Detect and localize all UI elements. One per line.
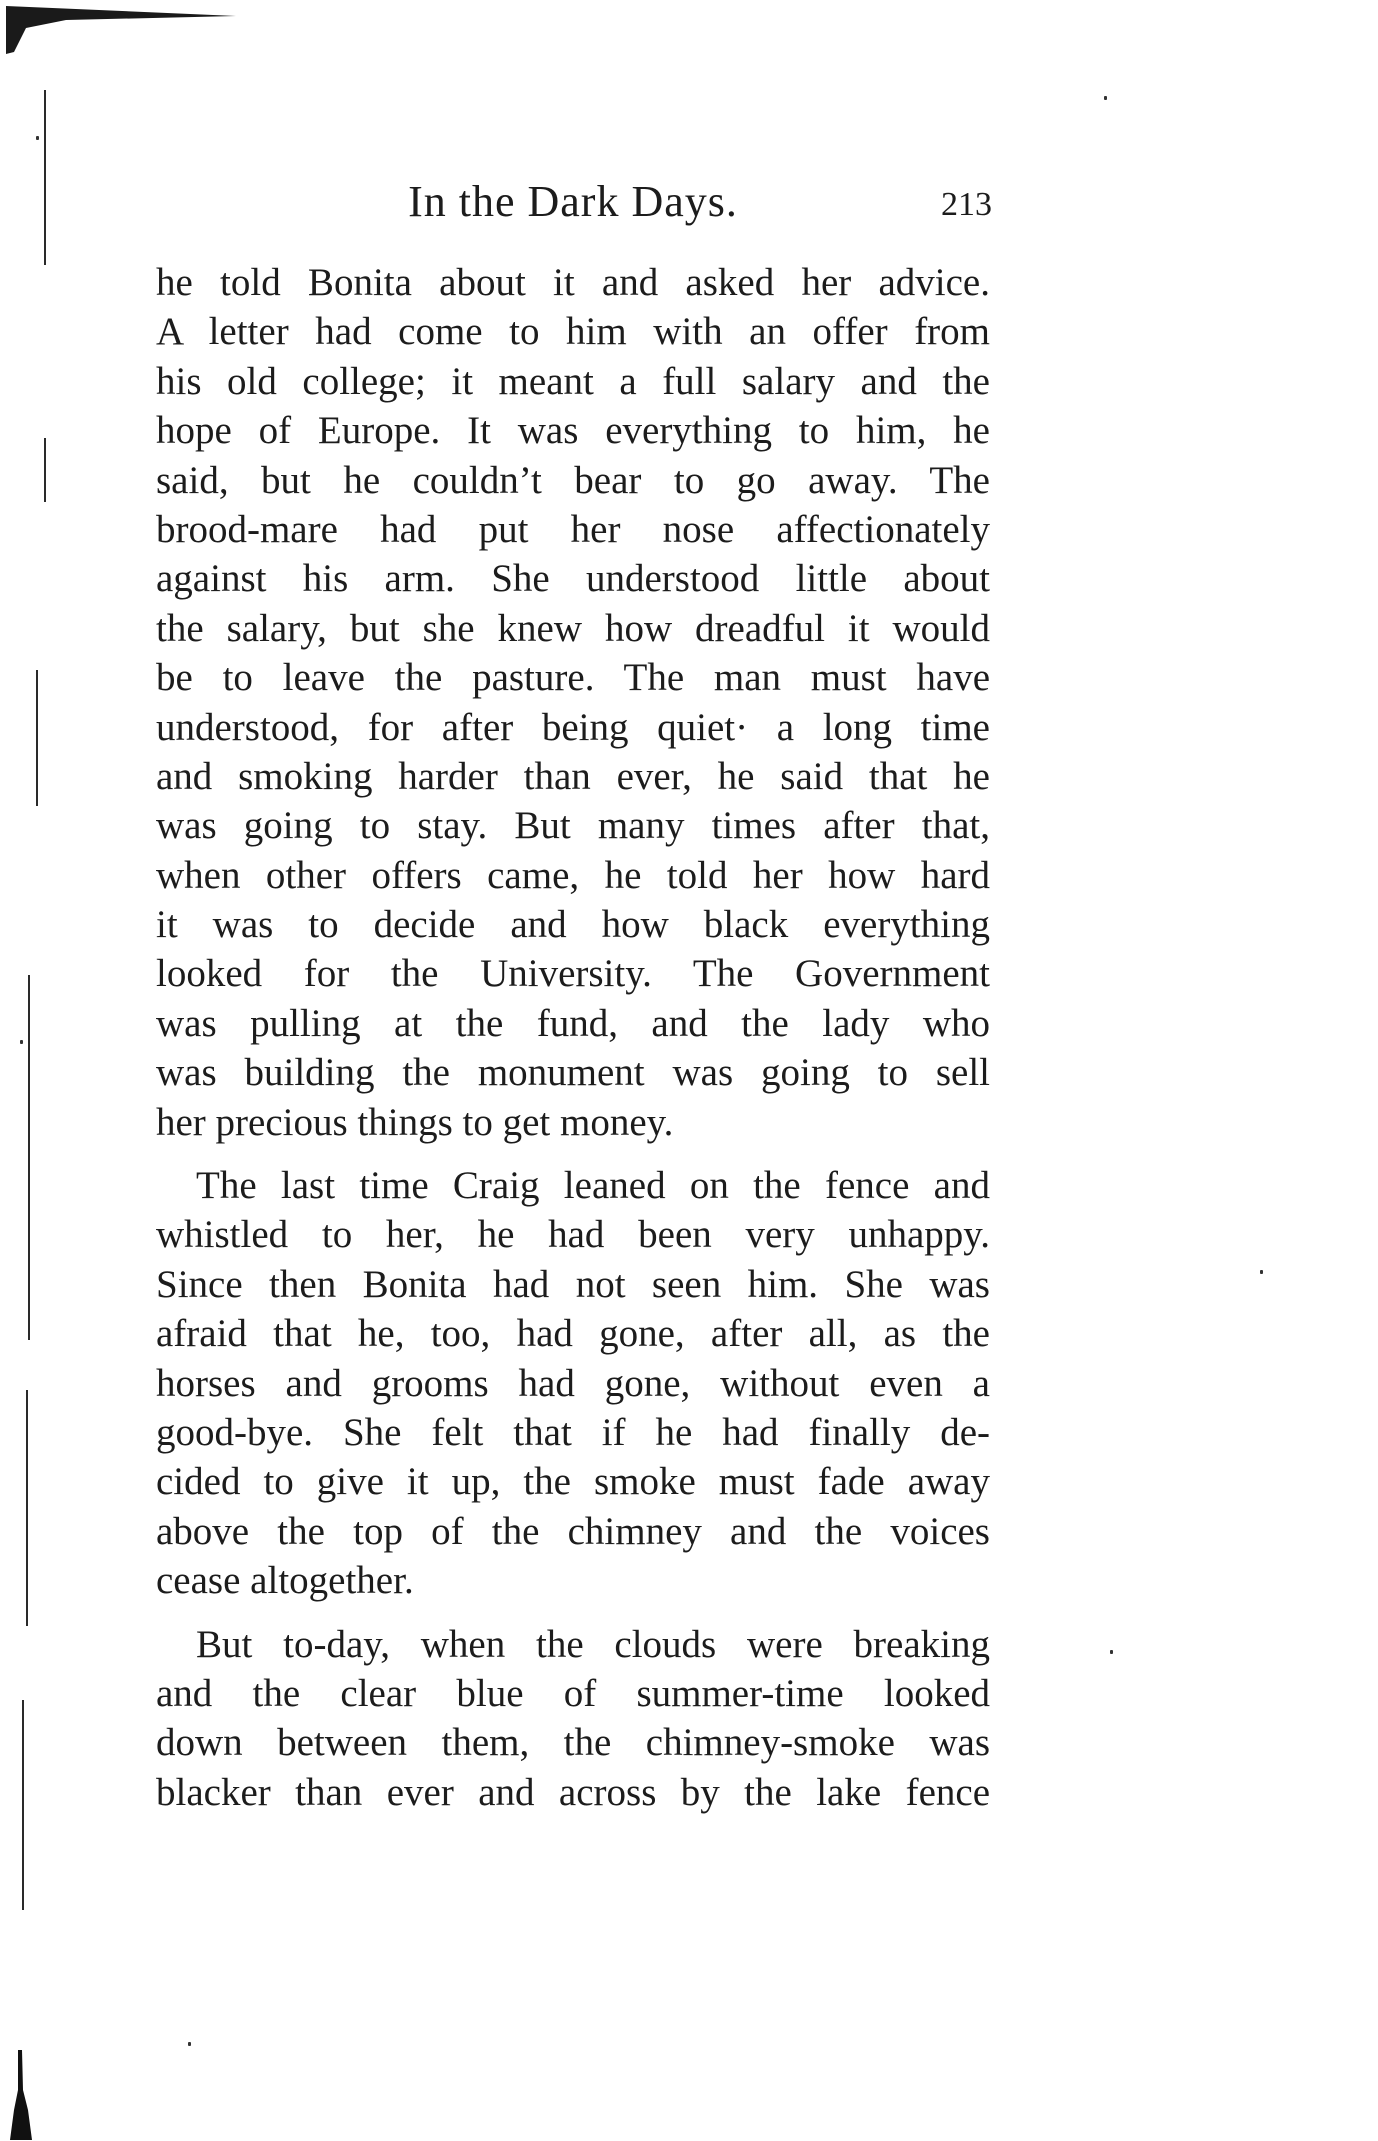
text-line: cease altogether. xyxy=(156,1559,414,1603)
text-line: blacker than ever and across by the lake fence xyxy=(156,1770,990,1814)
scan-edge-line xyxy=(36,670,38,806)
text-line: the salary, but she knew how dreadful it would xyxy=(156,606,990,650)
text-line: her precious things to get money. xyxy=(156,1100,674,1144)
text-line: A letter had come to him with an offer from xyxy=(156,310,990,354)
scan-corner-mark xyxy=(6,4,236,54)
text-line: brood-mare had put her nose affectionately xyxy=(156,507,990,551)
scan-edge-line xyxy=(44,90,46,265)
text-line: and the clear blue of summer-time looked xyxy=(156,1671,990,1715)
running-head-title: In the Dark Days. xyxy=(408,177,738,226)
text-line: was building the monument was going to sell xyxy=(156,1051,990,1095)
text-line: was going to stay. But many times after that, xyxy=(156,804,990,848)
text-line: said, but he couldn’t bear to go away. The xyxy=(156,458,990,502)
paragraph xyxy=(156,258,990,1147)
text-line: But to-day, when the clouds were breaking xyxy=(196,1622,990,1666)
running-head xyxy=(154,176,992,236)
text-line: good-bye. She felt that if he had finally de- xyxy=(156,1410,990,1454)
text-line: The last time Craig leaned on the fence and xyxy=(196,1164,990,1208)
scan-edge-dot xyxy=(20,1040,23,1044)
text-line: above the top of the chimney and the voices xyxy=(156,1509,990,1553)
text-line: against his arm. She understood little about xyxy=(156,557,990,601)
text-line: it was to decide and how black everything xyxy=(156,903,990,947)
page-number: 213 xyxy=(941,186,992,223)
text-line: Since then Bonita had not seen him. She was xyxy=(156,1262,990,1306)
text-line: understood, for after being quiet· a long time xyxy=(156,705,990,749)
scan-edge-line xyxy=(28,1180,30,1340)
paragraph xyxy=(156,1620,990,1818)
text-line: be to leave the pasture. The man must have xyxy=(156,656,990,700)
scan-edge-line xyxy=(44,438,46,502)
scan-edge-line xyxy=(26,1390,28,1626)
text-line: down between them, the chimney-smoke was xyxy=(156,1721,990,1765)
scan-edge-dot xyxy=(1104,96,1107,100)
text-line: and smoking harder than ever, he said that he xyxy=(156,754,990,798)
body-text xyxy=(156,258,990,1817)
paragraph xyxy=(156,1161,990,1606)
text-line: was pulling at the fund, and the lady who xyxy=(156,1001,990,1045)
scan-bottom-mark xyxy=(8,2050,34,2140)
text-line: when other offers came, he told her how hard xyxy=(156,853,990,897)
text-line: he told Bonita about it and asked her advice. xyxy=(156,261,990,304)
scan-edge-line xyxy=(28,975,30,1185)
text-line: horses and grooms had gone, without even a xyxy=(156,1361,990,1405)
text-line: hope of Europe. It was everything to him, he xyxy=(156,409,990,453)
scan-edge-line xyxy=(22,1700,24,1910)
scan-edge-dot xyxy=(36,136,39,140)
paragraph-gap xyxy=(156,1147,990,1161)
text-line: his old college; it meant a full salary and the xyxy=(156,359,990,403)
text-line: afraid that he, too, had gone, after all, as the xyxy=(156,1312,990,1356)
text-line: looked for the University. The Government xyxy=(156,952,990,996)
scan-edge-dot xyxy=(1110,1650,1113,1654)
scan-edge-dot xyxy=(188,2042,191,2046)
paragraph-gap xyxy=(156,1606,990,1620)
scan-edge-dot xyxy=(1260,1270,1263,1274)
text-line: whistled to her, he had been very unhappy. xyxy=(156,1213,990,1257)
text-line: cided to give it up, the smoke must fade away xyxy=(156,1460,990,1504)
